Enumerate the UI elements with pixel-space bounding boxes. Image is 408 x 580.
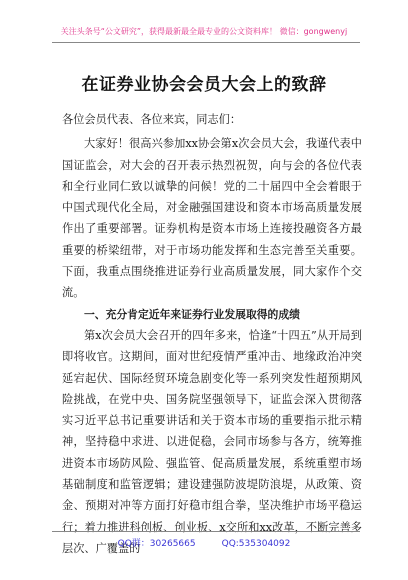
footer-divider xyxy=(52,531,360,532)
document-body xyxy=(62,109,362,559)
footer-contact xyxy=(0,536,408,549)
salutation: 各位会员代表、各位来宾，同志们： xyxy=(62,113,242,126)
section-paragraph: 第x次会员大会召开的四年多来，恰逢“十四五”从开局到即将收官。这期间，面对世纪疫情严重冲击、地缘政治冲突延宕起伏、国际经贸环境急剧变化等一系列突发性超预期风险挑战，在党中央、国务院坚强领导下，证监会深入贯彻落实习近平总书记重要讲话和关于资本市场的重要指示批示精神，坚持稳中求进、以进促稳，会同市场参与各方，统筹推进资本市场防风险、强监管、促高质量发展，系统重塑市场基础制度和监管逻辑；建设建强防波堤防浪堤，从政策、资金、预期对冲等方面打好稳市组合拳，坚决维护市场平稳运行；着力推进科创板、创业板、x交所和xx改革，不断完善多层次、广覆盖的 xyxy=(62,328,362,555)
document-title: 在证券业协会会员大会上的致辞 xyxy=(81,75,327,95)
header-promo-note: 关注头条号“公文研究”，获得最新最全最专业的公文资料库！ 微信：gongwenyj xyxy=(60,27,348,36)
section-heading: 一、充分肯定近年来证券行业发展取得的成绩 xyxy=(84,307,300,321)
body-paragraph: 大家好！很高兴参加xx协会第x次会员大会，我谨代表中国证监会，对大会的召开表示热烈祝贺，向与会的各位代表和全行业同仁致以诚挚的问候！党的二十届四中全会着眼于中国式现代化全局，对金融强国建设和资本市场高质量发展作出了重要部署。证券机构是资本市场上连接投融资各方最重要的桥梁纽带，对于市场功能发挥和生态完善至关重要。下面，我重点围绕推进证券行业高质量发展，同大家作个交流。 xyxy=(62,137,362,300)
header-divider xyxy=(52,42,360,43)
footer-qq-group: QQ群：30265665 xyxy=(117,539,196,549)
footer-qq: QQ:535304092 xyxy=(221,539,291,549)
